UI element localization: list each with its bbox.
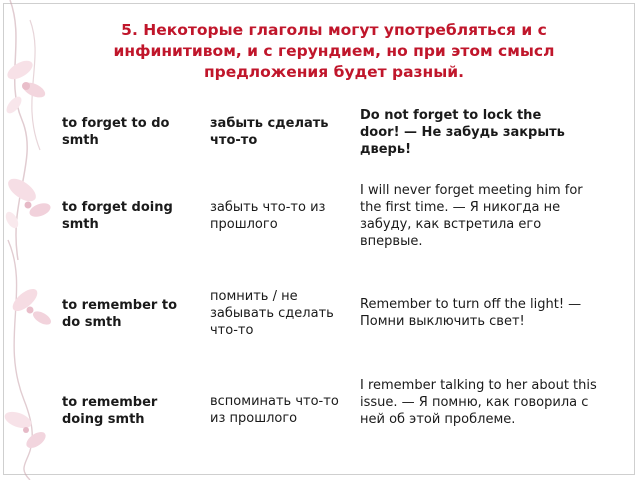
term-cell: to forget doing smth [62, 200, 173, 232]
term-cell: to remember doing smth [62, 395, 158, 427]
floral-decoration [0, 0, 70, 480]
term-cell: to forget to do smth [62, 116, 170, 148]
meaning-cell: вспоминать что-то из прошлого [210, 394, 339, 426]
slide-title: 5. Некоторые глаголы могут употребляться и с инфинитивом, и с герундием, но при этом смысл предложения будет разный. [113, 21, 555, 81]
example-cell: I will never forget meeting him for the first time. — Я никогда не забуду, как встретила его впервые. [360, 183, 583, 249]
example-cell: Remember to turn off the light! — Помни выключить свет! [360, 297, 582, 329]
term-cell: to remember to do smth [62, 298, 178, 330]
example-cell: I remember talking to her about this issue. — Я помню, как говорила с ней об этой проблеме. [360, 378, 597, 427]
meaning-cell: забыть что-то из прошлого [210, 200, 326, 232]
example-cell: Do not forget to lock the door! — Не забудь закрыть дверь! [360, 108, 565, 157]
meaning-cell: забыть сделать что-то [210, 116, 329, 148]
meaning-cell: помнить / не забывать сделать что-то [210, 289, 334, 338]
